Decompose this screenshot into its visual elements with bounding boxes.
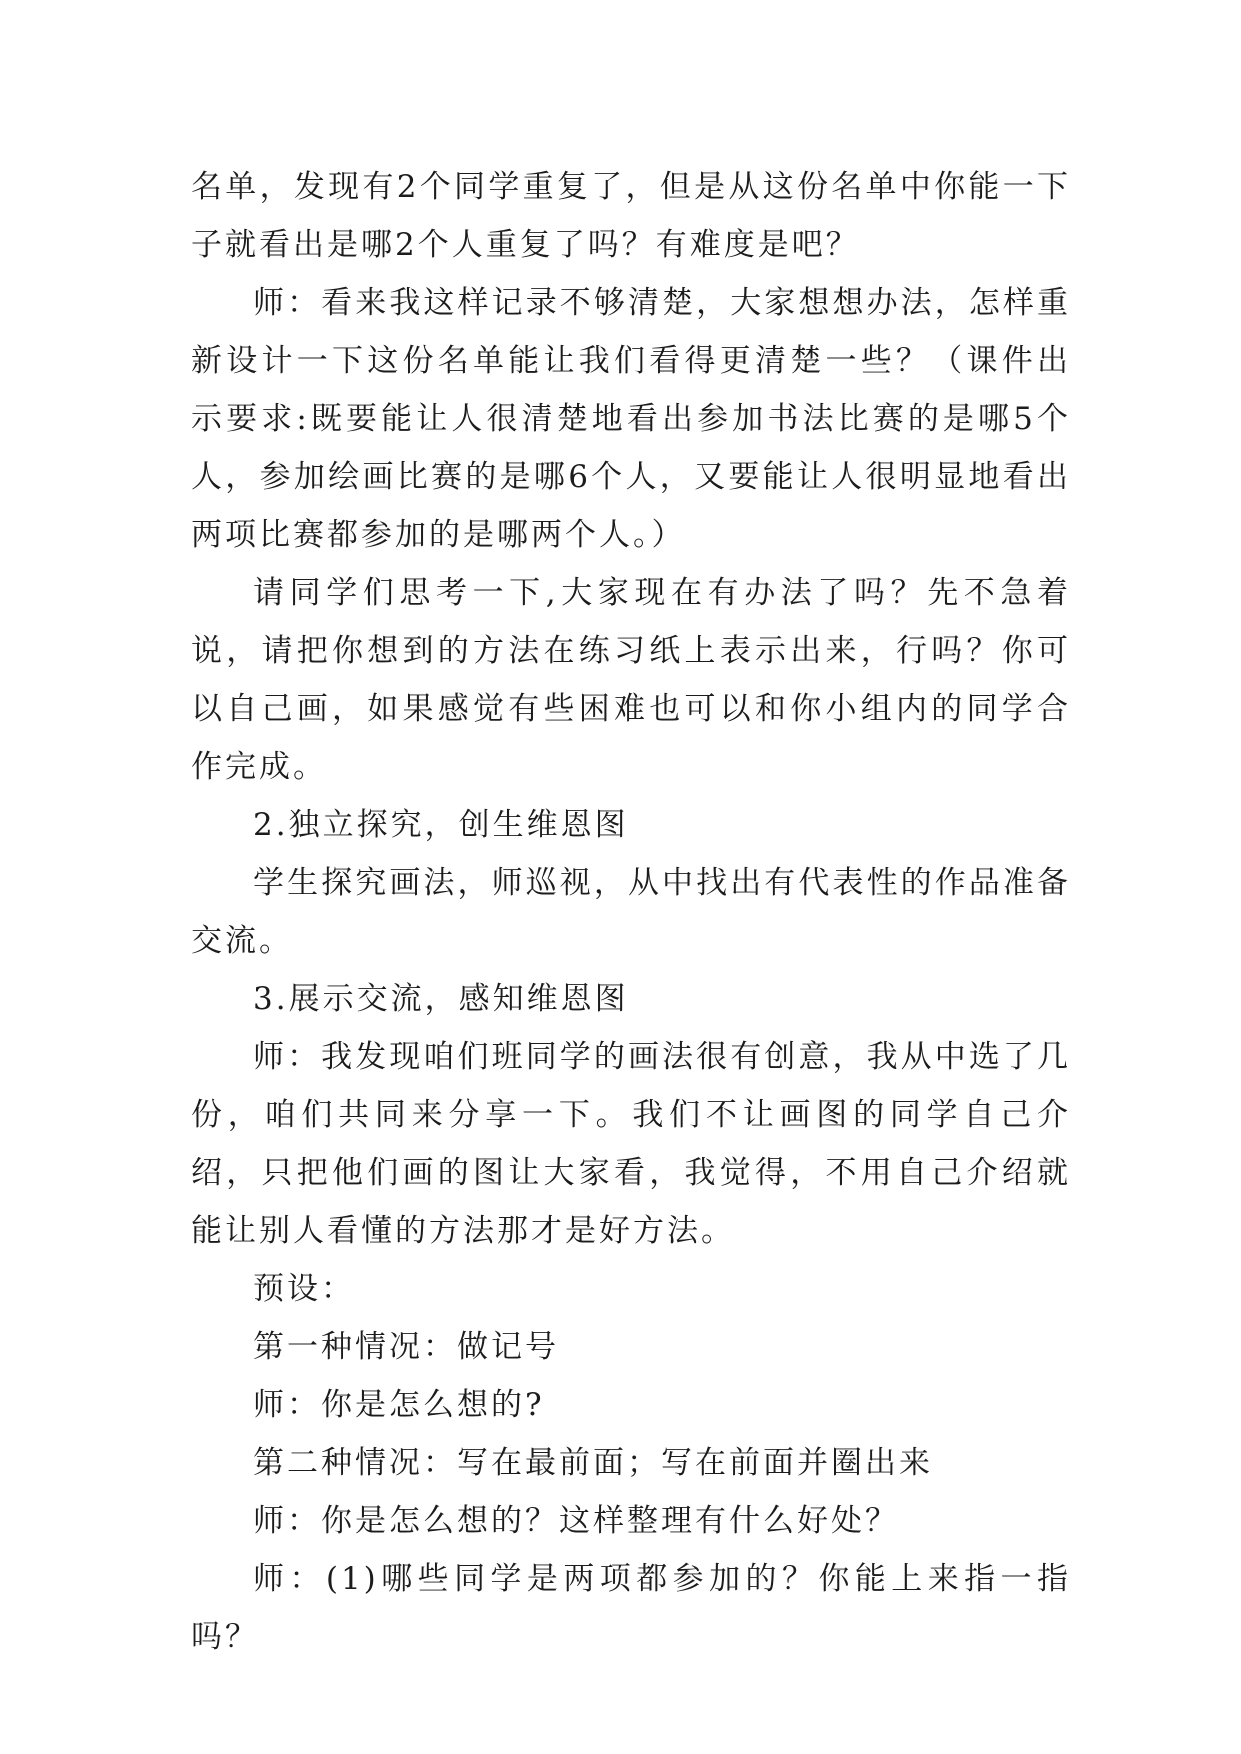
paragraph-2: 师：看来我这样记录不够清楚，大家想想办法，怎样重新设计一下这份名单能让我们看得更清楚一些？（课件出示要求:既要能让人很清楚地看出参加书法比赛的是哪5个人，参加绘画比赛的是哪6个人，又要能让人很明显地看出两项比赛都参加的是哪两个人。） [191,285,1071,553]
paragraph-1: 名单，发现有2个同学重复了，但是从这份名单中你能一下子就看出是哪2个人重复了吗？有难度是吧？ [191,169,1071,263]
document-body [191,158,1071,1666]
paragraph-4: 学生探究画法，师巡视，从中找出有代表性的作品准备交流。 [191,865,1071,959]
paragraph-5: 师：我发现咱们班同学的画法很有创意，我从中选了几份，咱们共同来分享一下。我们不让画图的同学自己介绍，只把他们画的图让大家看，我觉得，不用自己介绍就能让别人看懂的方法那才是好方法。 [191,1039,1071,1249]
section-heading-2: 2.独立探究，创生维恩图 [253,807,629,843]
paragraph-3: 请同学们思考一下,大家现在有办法了吗？先不急着说，请把你想到的方法在练习纸上表示出来，行吗？你可以自己画，如果感觉有些困难也可以和你小组内的同学合作完成。 [191,575,1071,785]
paragraph-teacher-question-1: 师：你是怎么想的? [253,1387,545,1423]
paragraph-preset: 预设： [253,1271,355,1307]
paragraph-case-1: 第一种情况：做记号 [253,1329,559,1365]
paragraph-case-2: 第二种情况：写在最前面；写在前面并圈出来 [253,1445,933,1481]
paragraph-teacher-question-3: 师：(1)哪些同学是两项都参加的？你能上来指一指吗？ [191,1561,1071,1655]
paragraph-teacher-question-2: 师：你是怎么想的？这样整理有什么好处？ [253,1503,899,1539]
section-heading-3: 3.展示交流，感知维恩图 [253,981,629,1017]
